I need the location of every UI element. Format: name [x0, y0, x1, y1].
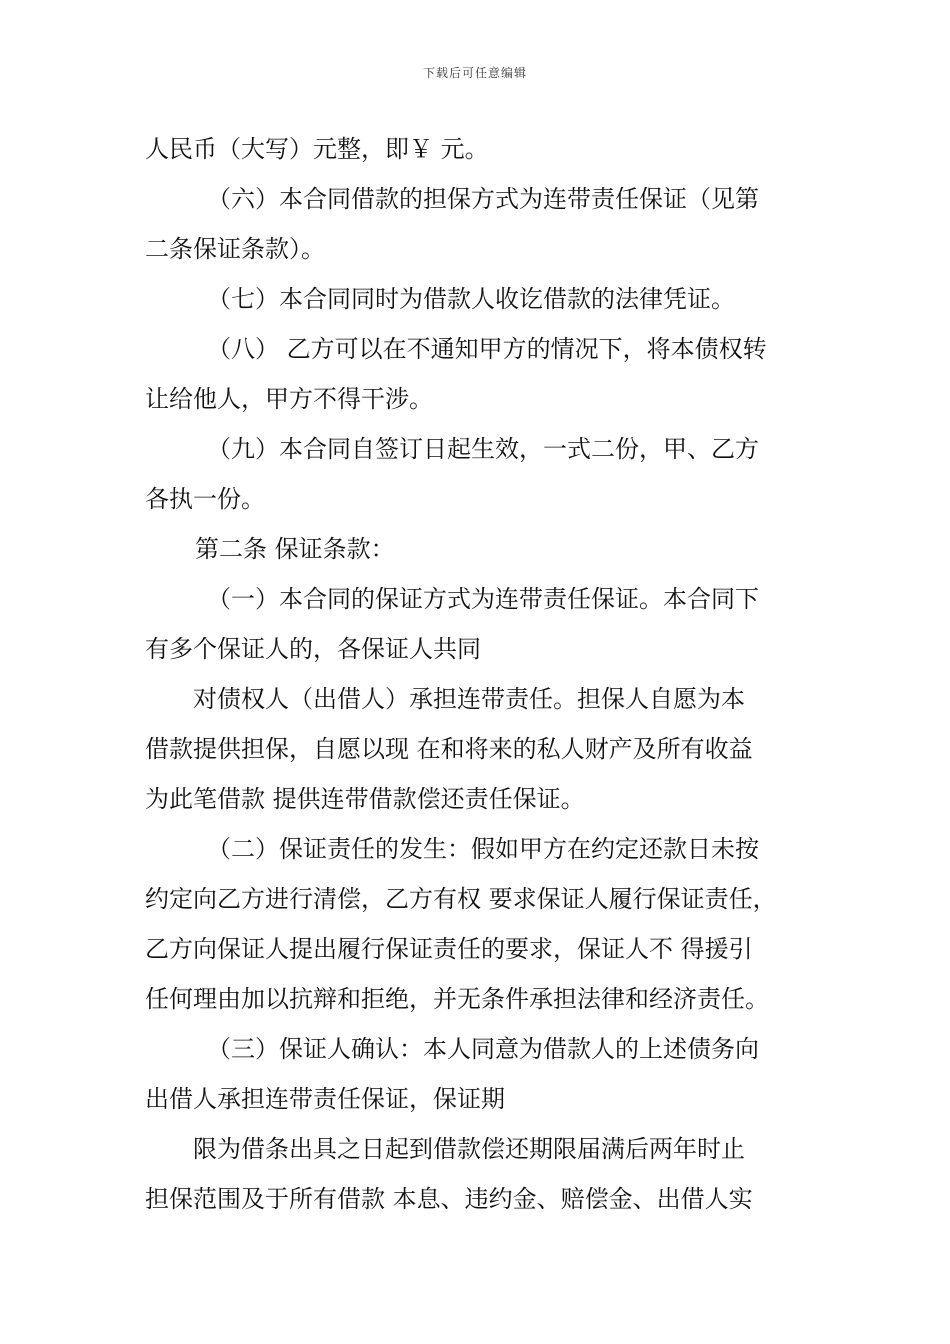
document-body [145, 124, 815, 1224]
text-line: 借款提供担保，自愿以现 在和将来的私人财产及所有收益 [145, 735, 753, 763]
text-line: 二条保证条款）。 [145, 235, 325, 263]
text-line: 任何理由加以抗辩和拒绝，并无条件承担法律和经济责任。 [145, 985, 769, 1013]
text-line: 各执一份。 [145, 485, 265, 513]
text-line: 让给他人，甲方不得干涉。 [145, 385, 433, 413]
text-line: 限为借条出具之日起到借款偿还期限届满后两年时止 [193, 1135, 745, 1163]
text-line: （三）保证人确认：本人同意为借款人的上述债务向 [207, 1035, 759, 1063]
text-line: 为此笔借款 提供连带借款偿还责任保证。 [145, 785, 585, 813]
text-line: 乙方向保证人提出履行保证责任的要求，保证人不 得援引 [145, 935, 753, 963]
text-line: 约定向乙方进行清偿，乙方有权 要求保证人履行保证责任， [145, 885, 777, 913]
section-heading: 第二条 保证条款： [195, 535, 395, 563]
text-line: （一）本合同的保证方式为连带责任保证。本合同下 [207, 585, 759, 613]
text-line: 有多个保证人的，各保证人共同 [145, 635, 481, 663]
text-line: 人民币（大写）元整，即￥ 元。 [145, 135, 489, 163]
page-header: 下载后可任意编辑 [422, 66, 527, 80]
text-line: （六）本合同借款的担保方式为连带责任保证（见第 [207, 185, 759, 213]
text-line: （九）本合同自签订日起生效，一式二份，甲、乙方 [207, 435, 759, 463]
text-line: （二）保证责任的发生：假如甲方在约定还款日未按 [207, 835, 759, 863]
text-line: 担保范围及于所有借款 本息、违约金、赔偿金、出借人实 [145, 1185, 753, 1213]
text-line: （七）本合同同时为借款人收讫借款的法律凭证。 [207, 285, 735, 313]
text-line: 出借人承担连带责任保证，保证期 [145, 1085, 505, 1113]
text-line: 对债权人（出借人）承担连带责任。担保人自愿为本 [193, 685, 745, 713]
text-line: （八） 乙方可以在不通知甲方的情况下，将本债权转 [207, 335, 767, 363]
